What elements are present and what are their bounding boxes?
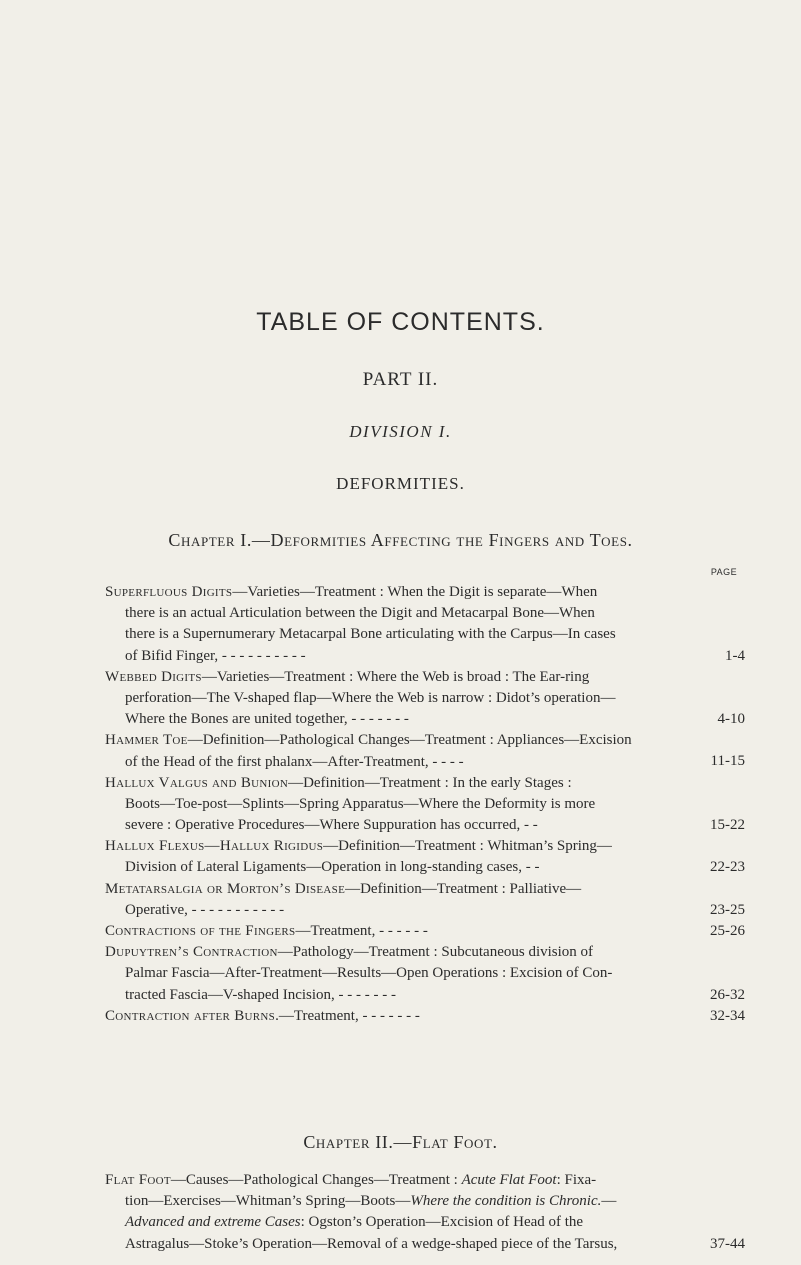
page-column-label: PAGE xyxy=(710,567,738,577)
chapter-1-heading: Chapter I.—Deformities Affecting the Fingers and Toes. xyxy=(168,530,633,550)
section-heading: DEFORMITIES. xyxy=(336,474,465,493)
entry-text: Astragalus—Stoke’s Operation—Removal of a wedge-shaped piece of the Tarsus, xyxy=(125,1235,618,1252)
entry-text: .—Treatment, - - - - - - - xyxy=(275,1007,420,1024)
entry-text: —Definition—Treatment : In the early Stages : xyxy=(288,774,572,791)
chapter-2-heading: Chapter II.—Flat Foot. xyxy=(303,1132,498,1152)
entry-italic-text: Acute Flat Foot xyxy=(461,1172,557,1188)
chapter-2-entries xyxy=(105,1170,745,1255)
entry-text: Operative, - - - - - - - - - - - xyxy=(125,901,285,918)
entry-text: tracted Fascia—V-shaped Incision, - - - - - - - xyxy=(125,986,397,1003)
toc-entry xyxy=(105,667,745,731)
part-heading: PART II. xyxy=(362,369,439,390)
entry-text: severe : Operative Procedures—Where Suppuration has occurred, - - xyxy=(125,817,538,834)
entry-heading: Metatarsalgia or Morton’s Disease xyxy=(105,880,346,897)
entry-text: —Causes—Pathological Changes—Treatment : xyxy=(170,1172,462,1188)
entry-text: —Varieties—Treatment : Where the Web is broad : The Ear-ring xyxy=(201,668,590,685)
entry-heading: Contraction after Burns xyxy=(105,1007,276,1024)
entry-heading: Contractions of the Fingers xyxy=(105,923,296,939)
entry-text: : Ogston’s Operation—Excision of Head of the xyxy=(300,1214,584,1231)
entry-heading: Hallux Flexus—Hallux Rigidus xyxy=(105,838,324,855)
entry-page-range: 22-23 xyxy=(710,859,745,876)
entry-heading: Hallux Valgus and Bunion xyxy=(105,774,289,791)
toc-entry xyxy=(105,1170,745,1255)
entry-text: there is a Supernumerary Metacarpal Bone articulating with the Carpus—In cases xyxy=(125,626,616,643)
entry-italic-text: Advanced and extreme Cases xyxy=(125,1214,301,1231)
entry-text: —Definition—Treatment : Palliative— xyxy=(345,880,582,897)
entry-text: —Pathology—Treatment : Subcutaneous division of xyxy=(277,944,594,961)
entry-page-range: 25-26 xyxy=(710,922,745,939)
entry-heading: Superfluous Digits xyxy=(105,584,233,600)
entry-text: —Treatment, - - - - - - xyxy=(295,923,428,939)
toc-entry xyxy=(105,879,745,921)
toc-entry xyxy=(105,836,745,878)
entry-page-range: 4-10 xyxy=(717,711,745,728)
entry-page-range: 11-15 xyxy=(710,753,745,770)
entry-text: of the Head of the first phalanx—After-Treatment, - - - - xyxy=(125,753,464,770)
page-title: TABLE OF CONTENTS. xyxy=(256,308,545,336)
entry-heading: Hammer Toe xyxy=(105,732,188,749)
entry-page-range: 23-25 xyxy=(710,901,745,918)
entry-text: —Definition—Treatment : Whitman’s Spring— xyxy=(323,838,612,855)
entry-text: — xyxy=(601,1193,617,1210)
entry-italic-text: Where the condition is Chronic. xyxy=(410,1193,602,1210)
toc-entry xyxy=(105,921,745,942)
entry-text: : Fixa- xyxy=(556,1172,597,1188)
toc-entry xyxy=(105,1006,745,1027)
entry-page-range: 15-22 xyxy=(710,817,745,834)
toc-entry xyxy=(105,582,745,667)
entry-text: Where the Bones are united together, - - - - - - - xyxy=(125,711,409,728)
entry-heading: Flat Foot xyxy=(105,1172,171,1188)
entry-page-range: 37-44 xyxy=(710,1235,745,1252)
entry-text: —Varieties—Treatment : When the Digit is separate—When xyxy=(232,584,598,600)
toc-entry xyxy=(105,942,745,1006)
entry-heading: Dupuytren’s Contraction xyxy=(105,944,278,961)
division-heading: DIVISION I. xyxy=(349,422,452,441)
entry-text: Division of Lateral Ligaments—Operation in long-standing cases, - - xyxy=(125,859,540,876)
chapter-1-entries xyxy=(105,582,745,1027)
toc-entry xyxy=(105,730,745,772)
entry-text: Palmar Fascia—After-Treatment—Results—Open Operations : Excision of Con- xyxy=(125,965,613,982)
entry-heading: Webbed Digits xyxy=(105,668,202,685)
entry-text: of Bifid Finger, - - - - - - - - - - xyxy=(125,647,306,664)
entry-page-range: 26-32 xyxy=(710,986,745,1003)
entry-page-range: 32-34 xyxy=(710,1007,745,1024)
entry-text: Boots—Toe-post—Splints—Spring Apparatus—Where the Deformity is more xyxy=(125,795,596,812)
toc-entry xyxy=(105,773,745,837)
entry-text: tion—Exercises—Whitman’s Spring—Boots— xyxy=(125,1193,411,1210)
entry-text: there is an actual Articulation between the Digit and Metacarpal Bone—When xyxy=(125,605,595,622)
entry-text: —Definition—Pathological Changes—Treatment : Appliances—Excision xyxy=(187,732,632,749)
entry-page-range: 1-4 xyxy=(725,647,745,664)
entry-text: perforation—The V-shaped flap—Where the Web is narrow : Didot’s operation— xyxy=(125,689,616,706)
